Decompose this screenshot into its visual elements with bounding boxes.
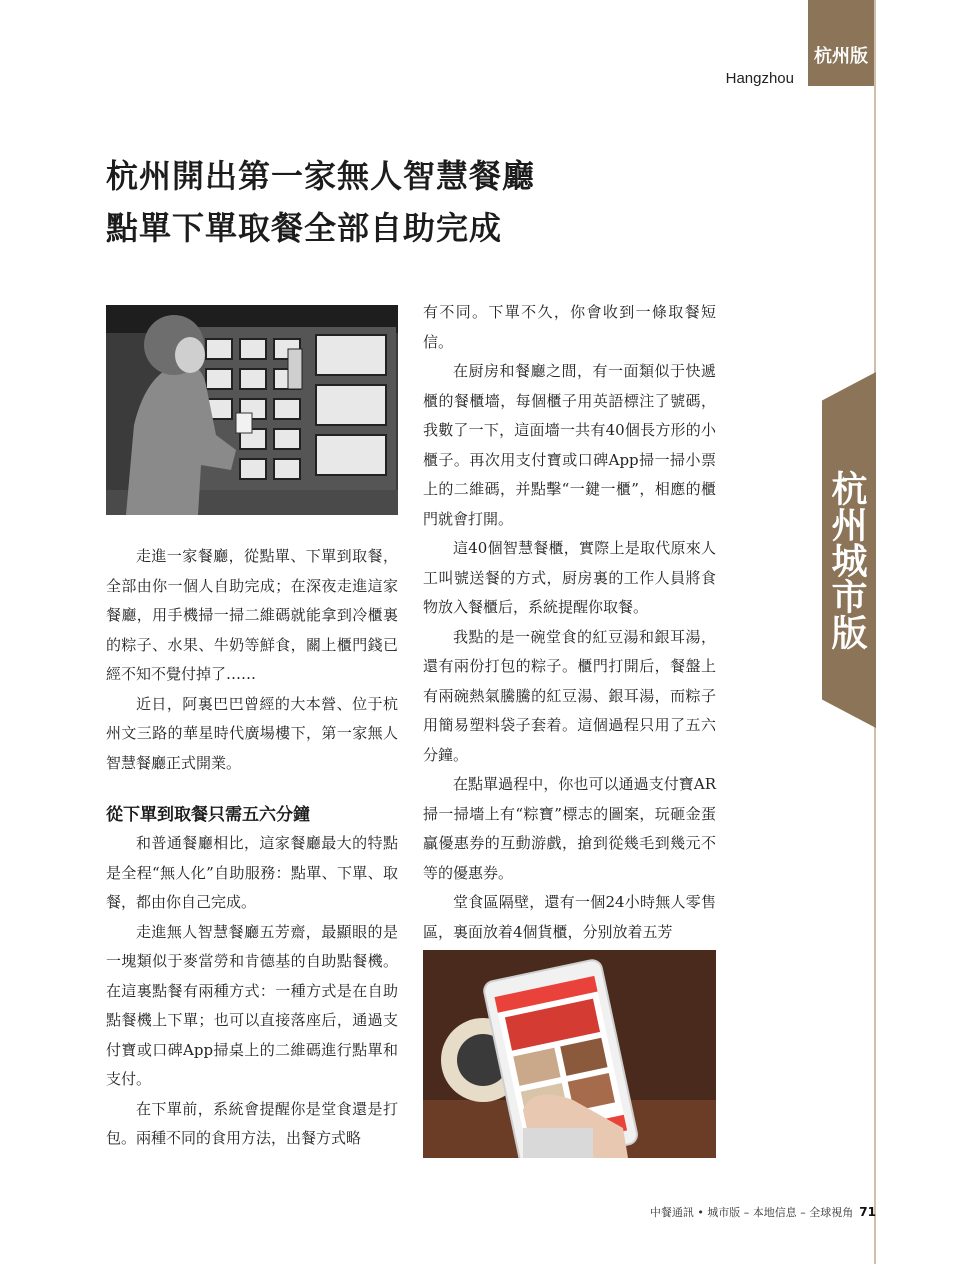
paragraph: 在下單前，系統會提醒你是堂食還是打包。兩種不同的食用方法，出餐方式略 — [106, 1099, 398, 1147]
page-title — [106, 150, 535, 254]
paragraph: 在點單過程中，你也可以通過支付寶AR掃一掃墻上有“粽寶”標志的圖案，玩砸金蛋贏優惠券的互動游戲，搶到從幾毛到幾元不等的優惠券。 — [423, 775, 716, 882]
article-left-column-body — [106, 829, 398, 1154]
photo-locker-wall — [106, 305, 398, 515]
side-banner-label: 杭州城市版 — [826, 470, 867, 650]
locker-wall-illustration — [106, 305, 398, 515]
edition-tab-label: 杭州版 — [814, 46, 868, 67]
photo-phone-ordering — [423, 950, 716, 1158]
edition-tab — [808, 0, 874, 86]
footer-publication: 中餐通訊 • 城市版 – 本地信息 – 全球視角 — [649, 1206, 854, 1219]
paragraph: 走進一家餐廳，從點單、下單到取餐，全部由你一個人自助完成；在深夜走進這家餐廳，用手機掃一掃二維碼就能拿到冷櫃裏的粽子、水果、牛奶等鮮食，關上櫃門錢已經不知不覺付掉了…… — [106, 547, 398, 683]
paragraph: 這40個智慧餐櫃，實際上是取代原來人工叫號送餐的方式，厨房裏的工作人員將食物放入餐櫃后，系統提醒你取餐。 — [423, 539, 716, 616]
paragraph: 和普通餐廳相比，這家餐廳最大的特點是全程“無人化”自助服務：點單、下單、取餐，都由你自己完成。 — [106, 834, 398, 911]
paragraph-continued: 有不同。下單不久，你會收到一條取餐短信。 — [423, 303, 716, 351]
page-footer — [650, 1204, 876, 1220]
article-right-column — [423, 298, 716, 947]
city-name-english: Hangzhou — [725, 70, 794, 87]
article-left-column-intro — [106, 542, 398, 778]
phone-ordering-illustration — [423, 950, 716, 1158]
page-number: 71 — [859, 1205, 876, 1219]
headline-line-2: 點單下單取餐全部自助完成 — [106, 209, 503, 247]
paragraph: 近日，阿裏巴巴曾經的大本營、位于杭州文三路的華星時代廣場樓下，第一家無人智慧餐廳正式開業。 — [106, 694, 398, 772]
paragraph: 我點的是一碗堂食的紅豆湯和銀耳湯，還有兩份打包的粽子。櫃門打開后，餐盤上有兩碗熱氣騰騰的紅豆湯、銀耳湯，而粽子用簡易塑料袋子套着。這個過程只用了五六分鐘。 — [423, 627, 716, 764]
paragraph: 堂食區隔壁，還有一個24小時無人零售區，裏面放着4個貨櫃，分别放着五芳 — [423, 893, 716, 941]
paragraph: 在厨房和餐廳之間，有一面類似于快遞櫃的餐櫃墻，每個櫃子用英語標注了號碼，我數了一下，這面墻一共有40個長方形的小櫃子。再次用支付寶或口碑App掃一掃小票上的二維碼，并點擊“一鍵一櫃”，相應的櫃門就會打開。 — [423, 362, 716, 528]
paragraph: 走進無人智慧餐廳五芳齋，最顯眼的是一塊類似于麥當勞和肯德基的自助點餐機。在這裏點餐有兩種方式：一種方式是在自助點餐機上下單；也可以直接落座后，通過支付寶或口碑App掃桌上的二維碼進行點單和支付。 — [106, 922, 398, 1088]
section-heading: 從下單到取餐只需五六分鐘 — [106, 805, 310, 825]
headline-line-1: 杭州開出第一家無人智慧餐廳 — [106, 157, 536, 195]
